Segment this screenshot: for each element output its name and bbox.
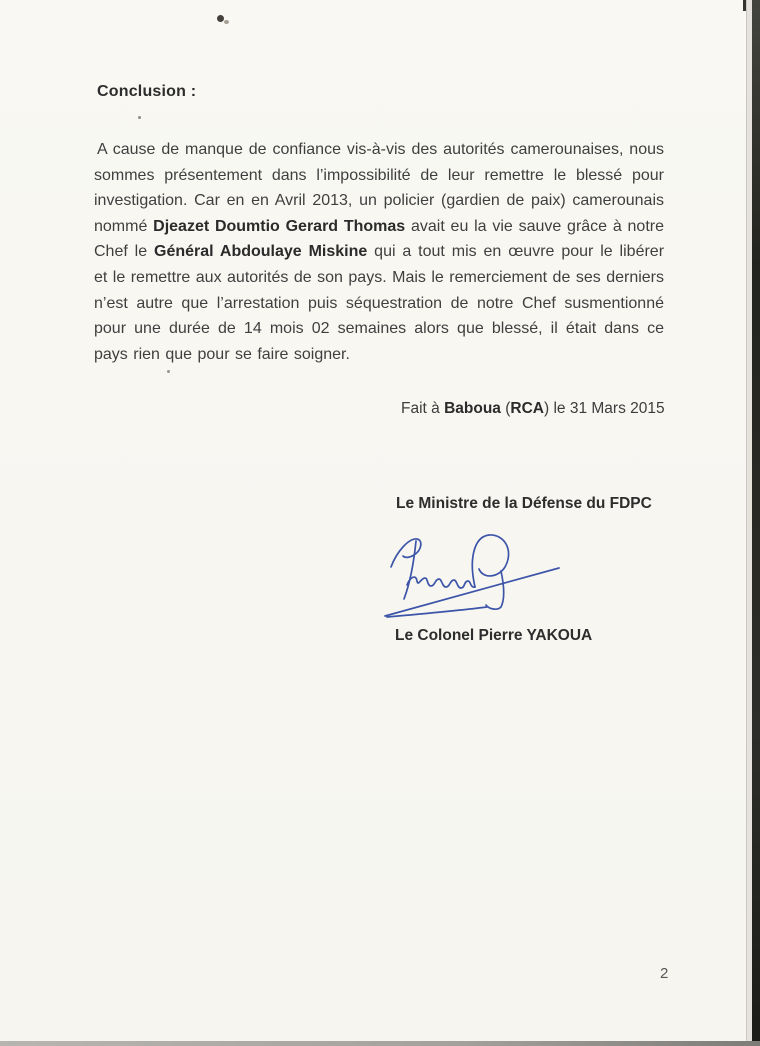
handwritten-signature-ink <box>383 527 568 622</box>
scan-speck <box>167 370 170 373</box>
signature-stroke-loop <box>472 535 508 609</box>
bold-person-name: Djeazet Doumtio Gerard Thomas <box>153 217 406 235</box>
dateline-paren: ( <box>500 400 511 417</box>
signature-stroke-p <box>391 539 421 599</box>
dateline-prefix: Fait à <box>401 400 445 417</box>
scan-speck <box>138 116 141 119</box>
signatory-title: Le Ministre de la Défense du FDPC <box>396 495 652 512</box>
signature-stroke-scribble <box>407 577 475 588</box>
scan-speck <box>217 15 224 22</box>
scan-edge-bottom-line <box>0 1041 760 1046</box>
signatory-name: Le Colonel Pierre YAKOUA <box>395 627 593 644</box>
paragraph-text-1: A cause de manque de confiance vis-à-vis des autorités camerounaises, nous sommes présentement dans l’impossibilité de leur remettre le blessé pour investigation. Car en en Avril 2013, un policier (gardien de paix) camerounais nommé <box>94 141 664 235</box>
bold-chief-name: Général Abdoulaye Miskine <box>154 243 368 261</box>
paragraph-text-3: qui a tout mis en œuvre pour le libérer et le remettre aux autorités de son pays. Mais le remerciement de ses derniers n’est autre que l’arrestation puis séquestration de notre Chef susmentionné pour une durée de 14 mois 02 semaines alors que blessé, il était dans ce pays rien que pour se faire soigner. <box>94 243 665 363</box>
scan-speck <box>224 20 229 24</box>
page-number: 2 <box>660 965 669 982</box>
conclusion-paragraph <box>94 137 664 367</box>
dateline-suffix: ) le 31 Mars 2015 <box>543 400 665 417</box>
dateline-country: RCA <box>510 400 544 417</box>
scan-edge-dark-band <box>752 0 760 1046</box>
paragraph-text-2: avait eu la vie sauve grâce à notre Chef le <box>94 217 665 261</box>
dateline <box>401 400 665 418</box>
dateline-place: Baboua <box>444 400 501 417</box>
conclusion-heading: Conclusion : <box>97 83 197 100</box>
